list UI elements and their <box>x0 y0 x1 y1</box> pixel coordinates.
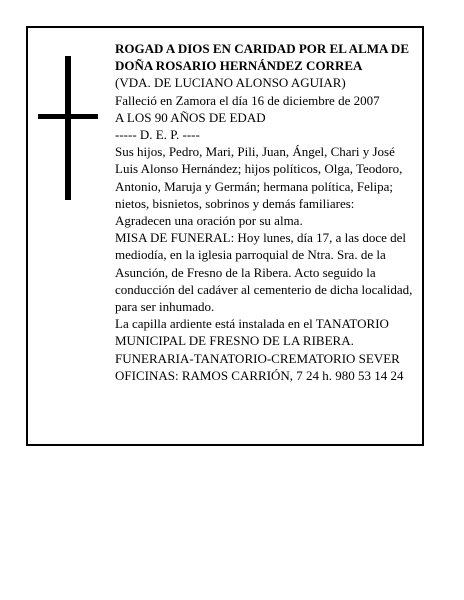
prayer-heading: ROGAD A DIOS EN CARIDAD POR EL ALMA DE <box>115 41 409 56</box>
death-date-line: Falleció en Zamora el día 16 de diciembre de 2007 <box>115 92 380 108</box>
deceased-name: DOÑA ROSARIO HERNÁNDEZ CORREA <box>115 58 363 74</box>
thanks-line: Agradecen una oración por su alma. <box>115 213 303 229</box>
rip-line: ----- D. E. P. ---- <box>115 127 200 143</box>
funeral-home-line: FUNERARIA-TANATORIO-CREMATORIO SEVER <box>115 350 400 366</box>
age-line: A LOS 90 AÑOS DE EDAD <box>115 109 266 125</box>
cross-icon <box>38 56 98 200</box>
funeral-mass-paragraph: MISA DE FUNERAL: Hoy lunes, día 17, a las doce del mediodía, en la iglesia parroquial de Ntra. Sra. de la Asunción, de Fresno de la Ribera. Acto seguido la conducción del cadáver al cementerio de dicha localidad, para ser inhumado. <box>115 230 416 315</box>
obituary-notice <box>26 26 424 446</box>
cross-horizontal-bar <box>38 114 98 119</box>
notice-text <box>115 40 420 384</box>
cross-vertical-bar <box>65 56 71 200</box>
widow-of-line: (VDA. DE LUCIANO ALONSO AGUIAR) <box>115 75 346 91</box>
family-paragraph: Sus hijos, Pedro, Mari, Pili, Juan, Ángel, Chari y José Luis Alonso Hernández; hijos políticos, Olga, Teodoro, Antonio, Maruja y Germán; hermana política, Felipa; nietos, bisnietos, sobrinos y demás familiares: <box>115 144 405 211</box>
chapel-paragraph: La capilla ardiente está instalada en el TANATORIO MUNICIPAL DE FRESNO DE LA RIBERA. <box>115 316 393 349</box>
offices-line: OFICINAS: RAMOS CARRIÓN, 7 24 h. 980 53 14 24 <box>115 367 404 383</box>
